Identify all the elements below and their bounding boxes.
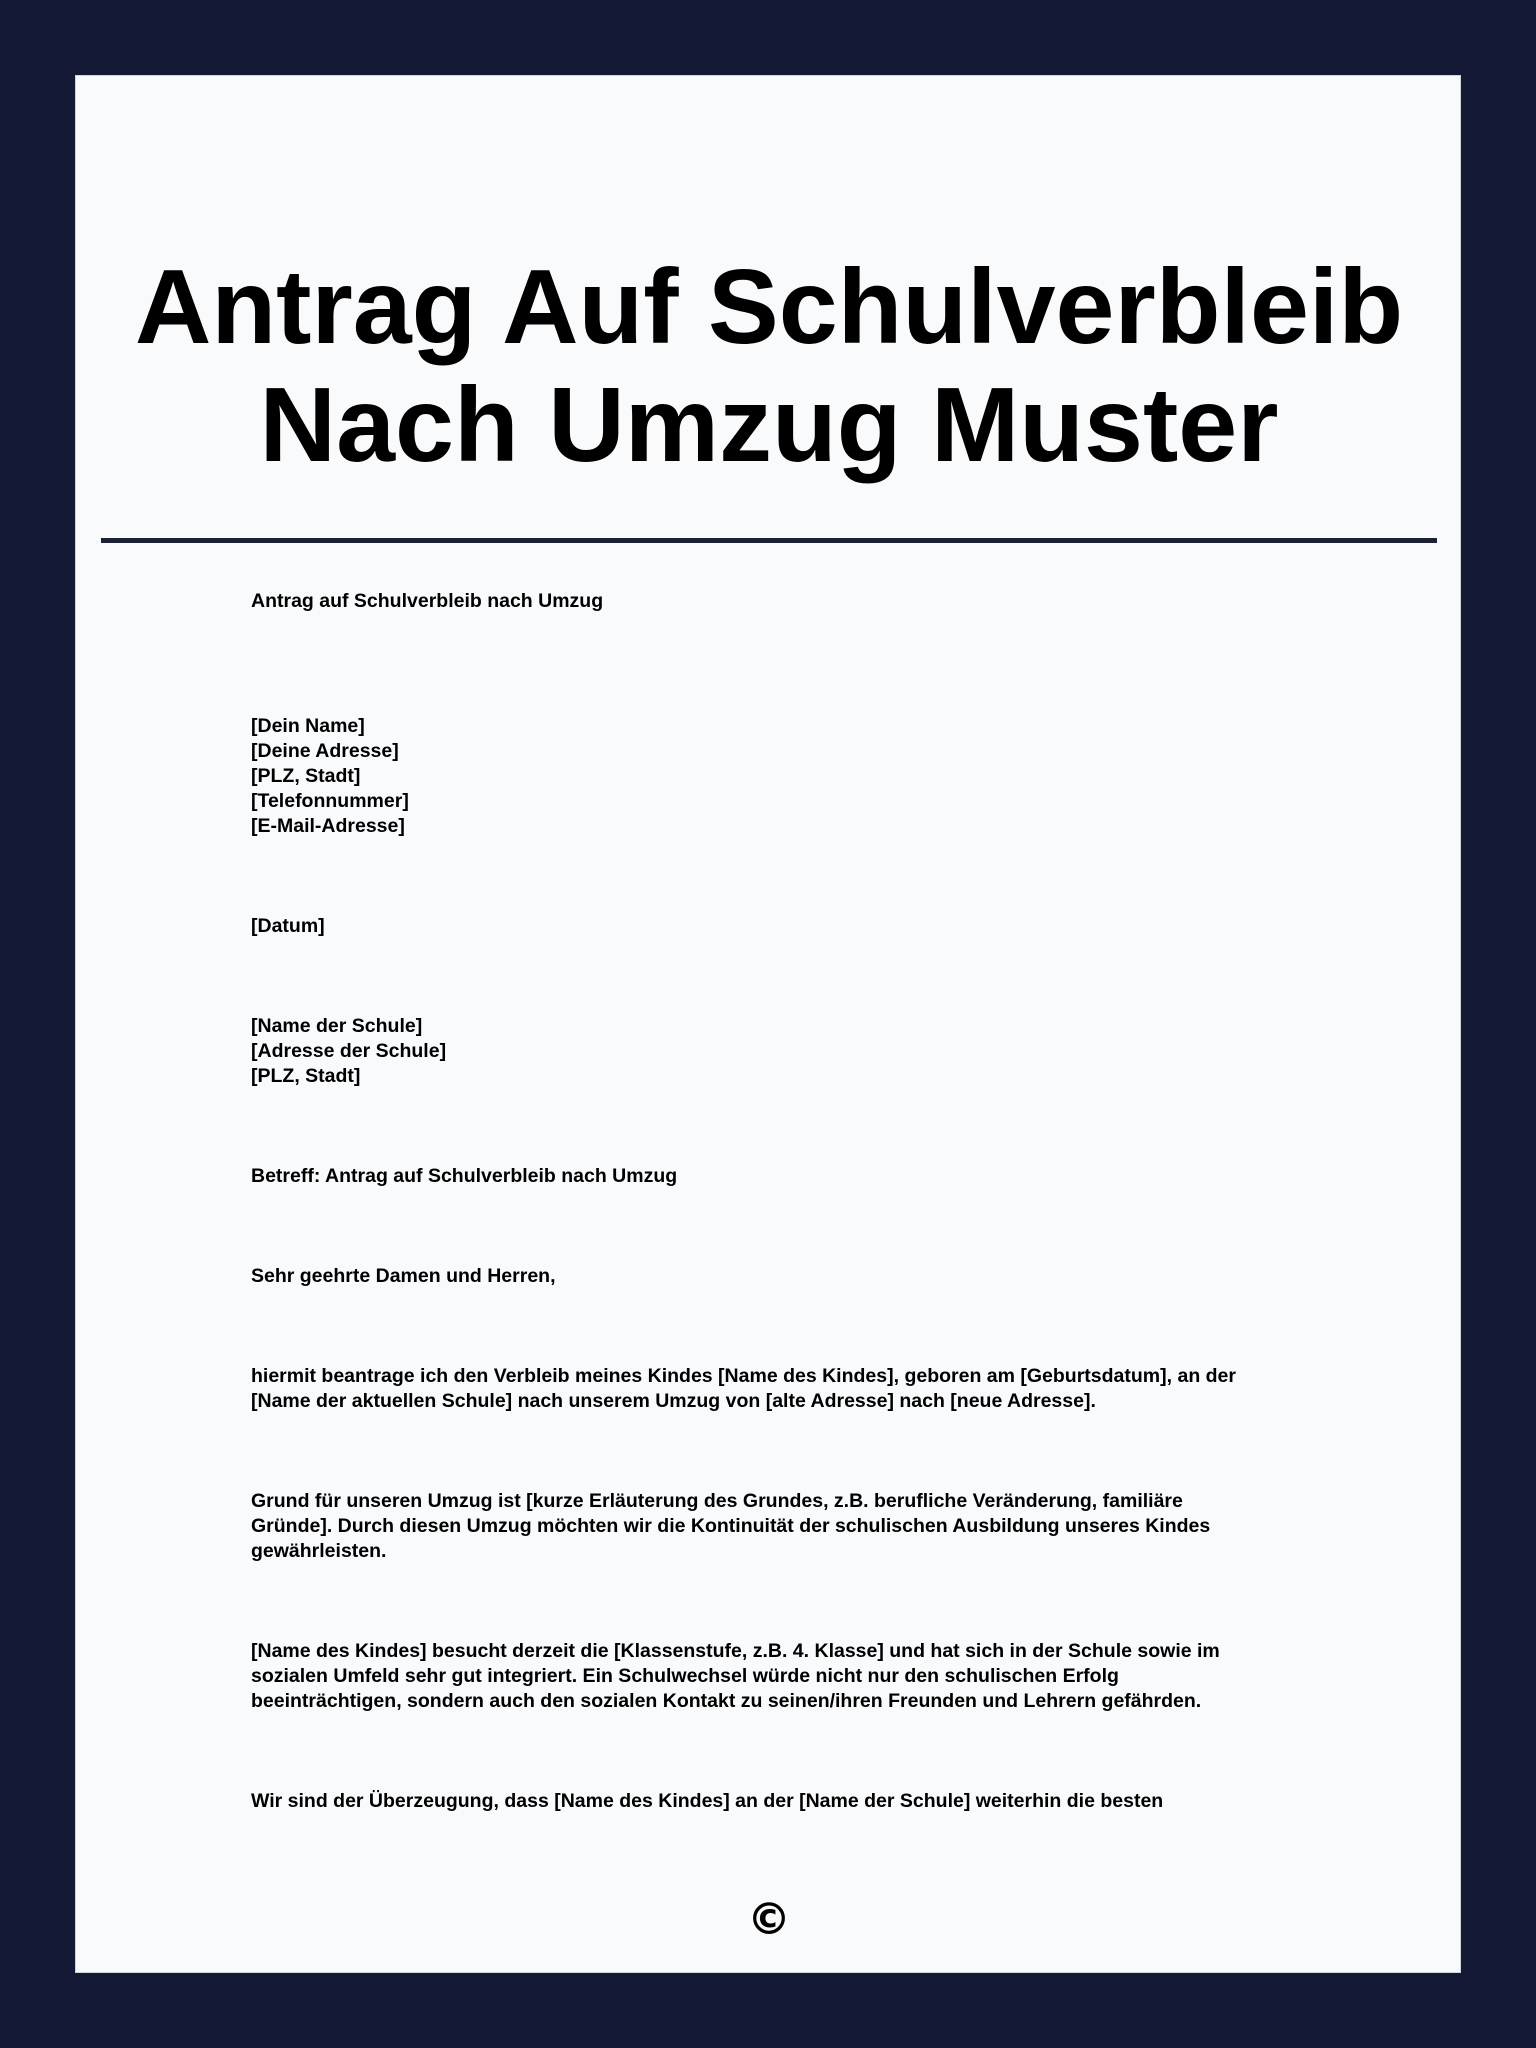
recipient-school-name: [Name der Schule] [251,1015,423,1037]
letter-date: [Datum] [251,915,325,937]
sender-address: [Deine Adresse] [251,740,399,762]
sender-email: [E-Mail-Adresse] [251,815,405,837]
letter-heading: Antrag auf Schulverbleib nach Umzug [251,590,604,612]
title-line-1: Antrag Auf Schulverbleib [134,248,1404,366]
paragraph-3-line-1: [Name des Kindes] besucht derzeit die [Klassenstufe, z.B. 4. Klasse] und hat sich in der Schule sowie im [251,1640,1220,1662]
paragraph-2-line-3: gewährleisten. [251,1540,387,1562]
paragraph-4-line-1: Wir sind der Überzeugung, dass [Name des Kindes] an der [Name der Schule] weiterhin die besten [251,1790,1164,1812]
document-title [76,248,1462,484]
paragraph-2-line-2: Gründe]. Durch diesen Umzug möchten wir die Kontinuität der schulischen Ausbildung unseres Kindes [251,1515,1211,1537]
title-divider [101,538,1437,543]
sender-city: [PLZ, Stadt] [251,765,361,787]
paragraph-2-line-1: Grund für unseren Umzug ist [kurze Erläuterung des Grundes, z.B. berufliche Veränderung, familiäre [251,1490,1183,1512]
sender-phone: [Telefonnummer] [251,790,409,812]
subject-line: Betreff: Antrag auf Schulverbleib nach Umzug [251,1165,678,1187]
title-line-2: Nach Umzug Muster [259,366,1279,484]
salutation: Sehr geehrte Damen und Herren, [251,1265,556,1287]
copyright-icon: © [747,1894,791,1945]
paragraph-1-line-2: [Name der aktuellen Schule] nach unserem Umzug von [alte Adresse] nach [neue Adresse]. [251,1390,1096,1412]
recipient-city: [PLZ, Stadt] [251,1065,361,1087]
recipient-school-address: [Adresse der Schule] [251,1040,447,1062]
paragraph-3-line-2: sozialen Umfeld sehr gut integriert. Ein Schulwechsel würde nicht nur den schulischen Erfolg [251,1665,1119,1687]
paragraph-1-line-1: hiermit beantrage ich den Verbleib meines Kindes [Name des Kindes], geboren am [Geburtsdatum], an der [251,1365,1236,1387]
paragraph-3-line-3: beeinträchtigen, sondern auch den sozialen Kontakt zu seinen/ihren Freunden und Lehrern gefährden. [251,1690,1202,1712]
sender-name: [Dein Name] [251,715,365,737]
document-page [75,75,1461,1973]
